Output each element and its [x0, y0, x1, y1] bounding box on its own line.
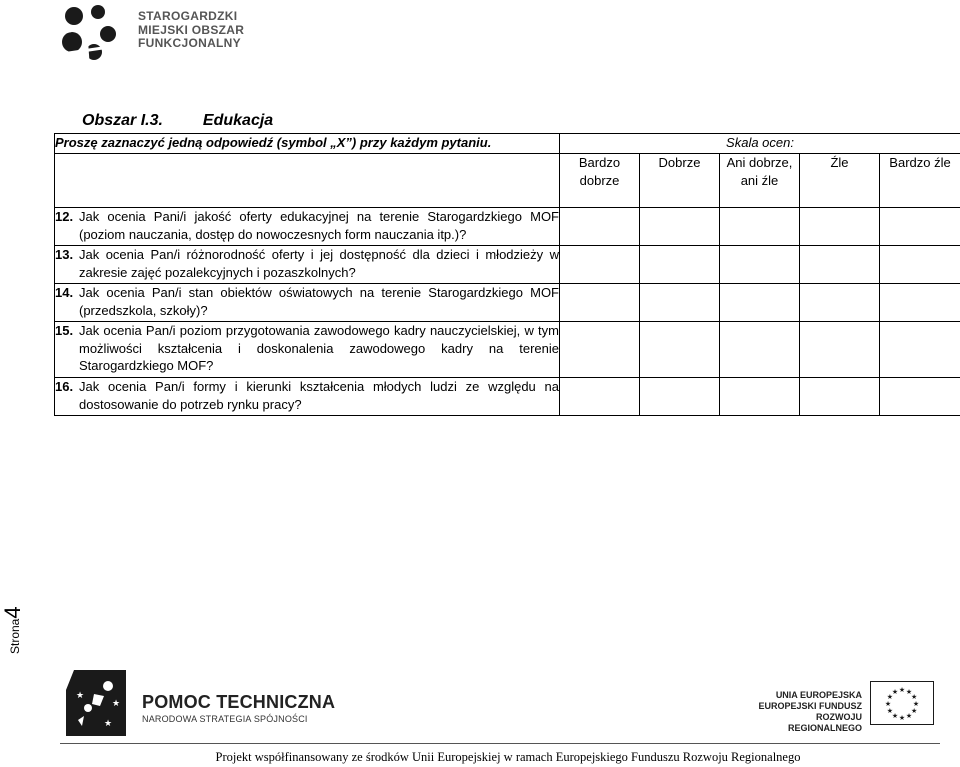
answer-cell-good[interactable]: [640, 378, 720, 416]
question-text: Jak ocenia Pan/i stan obiektów oświatowych na terenie Starogardzkiego MOF (przedszkola, szkoły)?: [79, 285, 559, 318]
answer-cell-bad[interactable]: [800, 284, 880, 322]
mof-logo-icon: [58, 2, 120, 64]
answer-cell-very-good[interactable]: [560, 246, 640, 284]
eu-star-icon: ★: [886, 693, 894, 701]
scale-label: Skala ocen:: [560, 134, 960, 154]
answer-cell-bad[interactable]: [800, 378, 880, 416]
eu-star-icon: ★: [905, 712, 913, 721]
page-label: Strona: [8, 618, 22, 654]
eu-line-1: UNIA EUROPEJSKA: [775, 690, 862, 700]
eu-star-icon: ★: [910, 693, 918, 701]
page-number: [2, 590, 24, 654]
instruction-text: Proszę zaznaczyć jedną odpowiedź (symbol „X”) przy każdym pytaniu.: [55, 134, 560, 154]
answer-cell-neutral[interactable]: [720, 208, 800, 246]
question-cell: [55, 208, 560, 246]
question-row-14: [55, 284, 960, 322]
answer-cell-neutral[interactable]: [720, 322, 800, 378]
answer-cell-very-bad[interactable]: [880, 322, 960, 378]
mof-logo-line-2: MIEJSKI OBSZAR: [138, 22, 245, 37]
question-row-16: [55, 378, 960, 416]
question-text: Jak ocenia Pan/i formy i kierunki kształcenia młodych ludzi ze względu na dostosowanie do potrzeb rynku pracy?: [79, 379, 559, 412]
rating-header-bad: Źle: [800, 154, 880, 208]
survey-table: [54, 133, 960, 416]
eu-star-icon: ★: [891, 712, 899, 721]
eu-star-icon: ★: [905, 687, 913, 696]
rating-header-very-good: Bardzo dobrze: [560, 154, 640, 208]
answer-cell-bad[interactable]: [800, 322, 880, 378]
answer-cell-good[interactable]: [640, 208, 720, 246]
rating-header-row: [55, 154, 960, 208]
header-blank-cell: [55, 154, 560, 208]
eu-star-icon: ★: [912, 700, 920, 708]
eu-star-icon: ★: [891, 687, 899, 696]
question-row-13: [55, 246, 960, 284]
svg-text:★: ★: [76, 691, 85, 701]
question-cell: [55, 378, 560, 416]
answer-cell-neutral[interactable]: [720, 378, 800, 416]
svg-text:★: ★: [112, 699, 121, 709]
instruction-row: [55, 134, 960, 154]
eu-logo-text: [750, 690, 862, 734]
cofinance-note: Projekt współfinansowany ze środków Unii Europejskiej w ramach Europejskiego Funduszu Rozwoju Regionalnego: [215, 750, 801, 764]
question-row-12: [55, 208, 960, 246]
answer-cell-bad[interactable]: [800, 246, 880, 284]
footer-divider: [60, 743, 940, 744]
answer-cell-good[interactable]: [640, 322, 720, 378]
answer-cell-very-bad[interactable]: [880, 246, 960, 284]
mof-logo-line-1: STAROGARDZKI: [138, 9, 238, 23]
page-number-rotated: [2, 588, 24, 654]
question-text: Jak ocenia Pan/i różnorodność oferty i jej dostępność dla dzieci i młodzieży w zakresie zajęć pozalekcyjnych i pozaszkolnych?: [79, 247, 559, 280]
pomoc-techniczna-title: POMOC TECHNICZNA: [142, 692, 336, 712]
answer-cell-good[interactable]: [640, 284, 720, 322]
pomoc-techniczna-logo-icon: [64, 668, 132, 738]
question-text: Jak ocenia Pan/i poziom przygotowania zawodowego kadry nauczycielskiej, w tym możliwości kształcenia i doskonalenia zawodowego kadry na terenie Starogardzkiego MOF?: [79, 323, 559, 373]
question-row-15: [55, 322, 960, 378]
eu-star-icon: ★: [898, 714, 906, 722]
answer-cell-very-good[interactable]: [560, 378, 640, 416]
answer-cell-very-bad[interactable]: [880, 378, 960, 416]
section-title: Edukacja: [202, 112, 274, 129]
question-number: 13.: [55, 247, 74, 262]
eu-star-icon: ★: [884, 700, 892, 708]
rating-header-very-bad: Bardzo źle: [880, 154, 960, 208]
answer-cell-very-good[interactable]: [560, 322, 640, 378]
answer-cell-good[interactable]: [640, 246, 720, 284]
question-number: 14.: [55, 285, 74, 300]
question-cell: [55, 284, 560, 322]
question-number: 12.: [55, 209, 74, 224]
section-heading: [82, 112, 273, 130]
answer-cell-very-bad[interactable]: [880, 284, 960, 322]
eu-flag-icon: [870, 681, 934, 725]
question-cell: [55, 322, 560, 378]
question-number: 16.: [55, 379, 74, 394]
eu-star-icon: ★: [898, 686, 906, 694]
answer-cell-bad[interactable]: [800, 208, 880, 246]
page-number-value: 4: [0, 606, 25, 619]
question-number: 15.: [55, 323, 74, 338]
eu-star-icon: ★: [910, 707, 918, 715]
eu-star-icon: ★: [886, 707, 894, 715]
mof-logo-line-3: FUNKCJONALNY: [138, 36, 241, 50]
question-cell: [55, 246, 560, 284]
rating-header-good: Dobrze: [640, 154, 720, 208]
pomoc-techniczna-subtitle: NARODOWA STRATEGIA SPÓJNOŚCI: [142, 714, 308, 724]
answer-cell-very-good[interactable]: [560, 284, 640, 322]
eu-line-2: EUROPEJSKI FUNDUSZ: [758, 701, 862, 711]
answer-cell-neutral[interactable]: [720, 284, 800, 322]
section-number: Obszar I.3.: [82, 112, 163, 129]
rating-header-neutral: Ani dobrze, ani źle: [720, 154, 800, 208]
answer-cell-neutral[interactable]: [720, 246, 800, 284]
answer-cell-very-good[interactable]: [560, 208, 640, 246]
eu-line-3: ROZWOJU REGIONALNEGO: [787, 712, 862, 733]
question-text: Jak ocenia Pani/i jakość oferty edukacyjnej na terenie Starogardzkiego MOF (poziom nauczania, dostęp do nowoczesnych form nauczania itp.)?: [79, 209, 559, 242]
answer-cell-very-bad[interactable]: [880, 208, 960, 246]
svg-text:★: ★: [104, 719, 113, 729]
mof-logo-text: [138, 10, 244, 51]
